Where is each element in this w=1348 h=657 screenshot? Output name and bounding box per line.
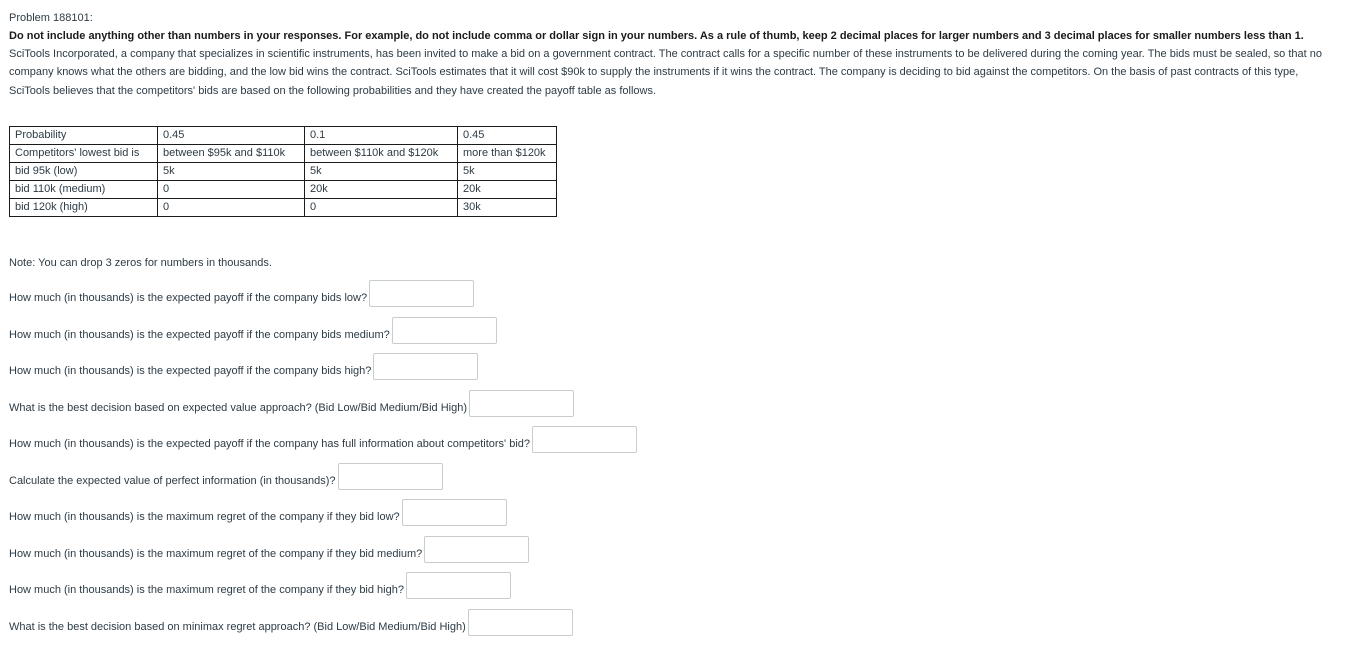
- question-text: How much (in thousands) is the expected payoff if the company has full information about competitors' bid?: [9, 438, 531, 451]
- question-best-decision-ev: [9, 390, 1339, 417]
- table-cell: 0.45: [458, 126, 557, 144]
- table-cell: bid 95k (low): [10, 162, 158, 180]
- table-cell: 0: [305, 198, 458, 216]
- question-expected-payoff-medium: [9, 317, 1339, 344]
- question-max-regret-medium: [9, 536, 1339, 563]
- question-text: How much (in thousands) is the maximum regret of the company if they bid medium?: [9, 547, 423, 560]
- answer-input[interactable]: [406, 572, 511, 599]
- table-cell: Competitors' lowest bid is: [10, 144, 158, 162]
- table-cell: between $110k and $120k: [305, 144, 458, 162]
- table-row: [10, 144, 557, 162]
- question-full-information-payoff: [9, 426, 1339, 453]
- answer-input[interactable]: [369, 280, 474, 307]
- question-evpi: [9, 463, 1339, 490]
- payoff-table: [9, 126, 557, 217]
- question-text: Calculate the expected value of perfect information (in thousands)?: [9, 474, 336, 487]
- answer-input[interactable]: [532, 426, 637, 453]
- answer-input[interactable]: [392, 317, 497, 344]
- table-cell: 0.1: [305, 126, 458, 144]
- question-text: How much (in thousands) is the maximum regret of the company if they bid high?: [9, 584, 404, 597]
- question-best-decision-minimax: [9, 609, 1339, 636]
- problem-instruction: Do not include anything other than numbers in your responses. For example, do not include comma or dollar sign in your numbers. As a rule of thumb, keep 2 decimal places for larger numbers and 3 decimal places for smaller numbers less than 1.: [9, 30, 1304, 42]
- table-cell: Probability: [10, 126, 158, 144]
- question-text: How much (in thousands) is the expected payoff if the company bids high?: [9, 365, 372, 378]
- problem-intro: SciTools Incorporated, a company that specializes in scientific instruments, has been invited to make a bid on a government contract. The contract calls for a specific number of these instruments to be delivered during the coming year. The bids must be sealed, so that no company knows what the others are bidding, and the low bid wins the contract. SciTools estimates that it will cost $90k to supply the instruments if it wins the contract. The company is deciding to bid against the competitors. On the basis of past contracts of this type, SciTools believes that the competitors' bids are based on the following probabilities and they have created the payoff table as follows.: [9, 48, 1322, 97]
- table-cell: bid 120k (high): [10, 198, 158, 216]
- table-cell: 0: [158, 180, 305, 198]
- table-cell: 30k: [458, 198, 557, 216]
- question-text: How much (in thousands) is the expected payoff if the company bids medium?: [9, 328, 390, 341]
- problem-title: Problem 188101:: [9, 12, 93, 24]
- table-cell: 20k: [305, 180, 458, 198]
- answer-input[interactable]: [424, 536, 529, 563]
- answer-input[interactable]: [468, 609, 573, 636]
- table-cell: 20k: [458, 180, 557, 198]
- question-max-regret-low: [9, 499, 1339, 526]
- answer-input[interactable]: [373, 353, 478, 380]
- table-cell: 0.45: [158, 126, 305, 144]
- question-text: What is the best decision based on minimax regret approach? (Bid Low/Bid Medium/Bid High): [9, 620, 466, 633]
- question-text: What is the best decision based on expected value approach? (Bid Low/Bid Medium/Bid High): [9, 401, 467, 414]
- table-cell: 5k: [305, 162, 458, 180]
- table-cell: bid 110k (medium): [10, 180, 158, 198]
- question-text: How much (in thousands) is the maximum regret of the company if they bid low?: [9, 511, 400, 524]
- question-expected-payoff-high: [9, 353, 1339, 380]
- table-cell: 0: [158, 198, 305, 216]
- question-max-regret-high: [9, 572, 1339, 599]
- answer-input[interactable]: [469, 390, 574, 417]
- table-cell: 5k: [158, 162, 305, 180]
- table-cell: more than $120k: [458, 144, 557, 162]
- question-text: How much (in thousands) is the expected payoff if the company bids low?: [9, 292, 368, 305]
- question-expected-payoff-low: [9, 280, 1339, 307]
- table-row: [10, 180, 557, 198]
- table-row: [10, 198, 557, 216]
- note-text: Note: You can drop 3 zeros for numbers in thousands.: [9, 256, 272, 269]
- table-cell: between $95k and $110k: [158, 144, 305, 162]
- table-cell: 5k: [458, 162, 557, 180]
- answer-input[interactable]: [402, 499, 507, 526]
- table-row: [10, 126, 557, 144]
- answer-input[interactable]: [338, 463, 443, 490]
- table-row: [10, 162, 557, 180]
